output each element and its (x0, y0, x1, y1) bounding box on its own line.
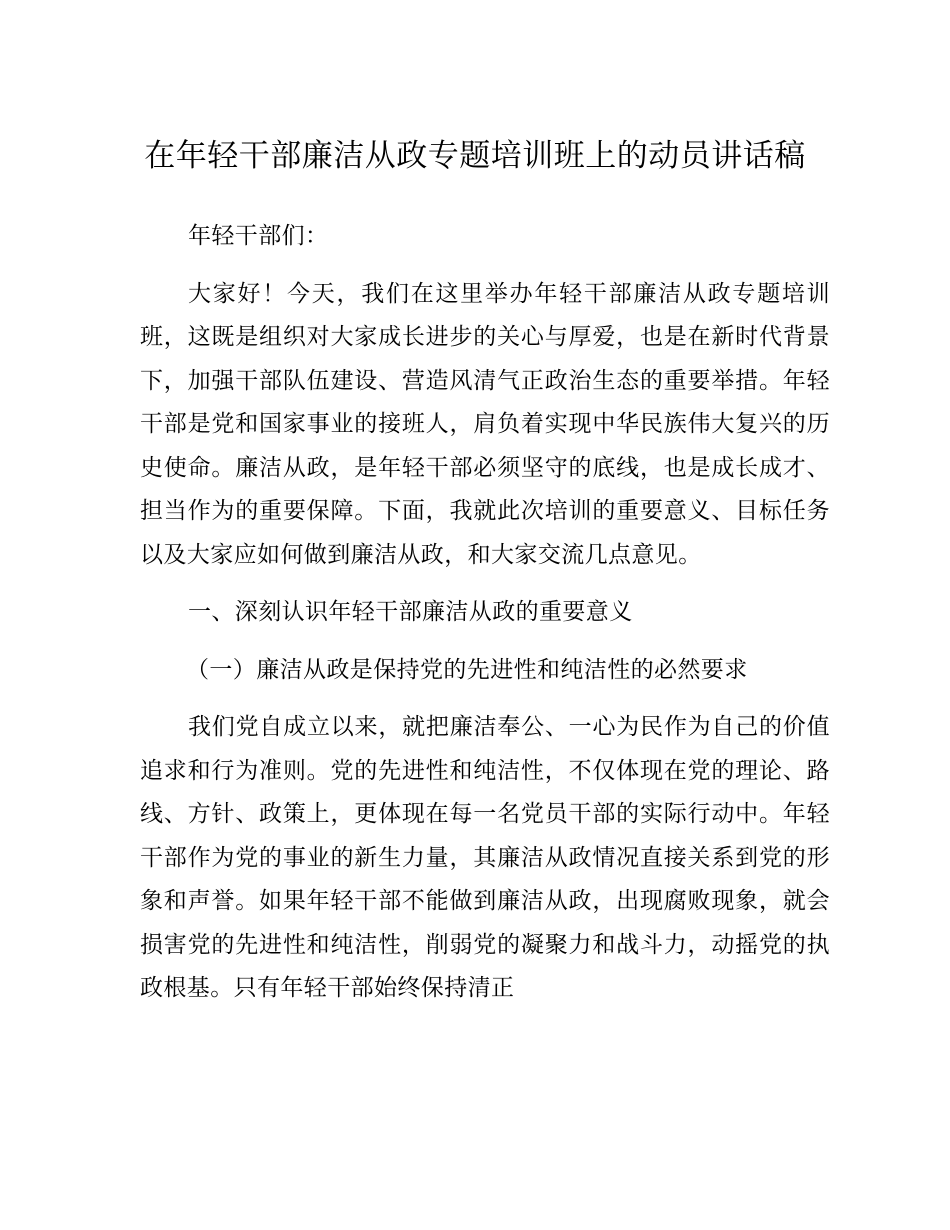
salutation: 年轻干部们： (188, 223, 329, 249)
body-paragraph: 我们党自成立以来，就把廉洁奉公、一心为民作为自己的价值追求和行为准则。党的先进性和纯洁性，不仅体现在党的理论、路线、方针、政策上，更体现在每一名党员干部的实际行动中。年轻干部作为党的事业的新生力量，其廉洁从政情况直接关系到党的形象和声誉。如果年轻干部不能做到廉洁从政，出现腐败现象，就会损害党的先进性和纯洁性，削弱党的凝聚力和战斗力，动摇党的执政根基。只有年轻干部始终保持清正 (140, 714, 830, 1001)
subsection-heading: （一）廉洁从政是保持党的先进性和纯洁性的必然要求 (186, 656, 748, 683)
document-title: 在年轻干部廉洁从政专题培训班上的动员讲话稿 (144, 137, 806, 174)
document-body (140, 215, 830, 1025)
section-heading: 一、深刻认识年轻干部廉洁从政的重要意义 (188, 599, 633, 625)
intro-paragraph: 大家好！今天，我们在这里举办年轻干部廉洁从政专题培训班，这既是组织对大家成长进步的关心与厚爱，也是在新时代背景下，加强干部队伍建设、营造风清气正政治生态的重要举措。年轻干部是党和国家事业的接班人，肩负着实现中华民族伟大复兴的历史使命。廉洁从政，是年轻干部必须坚守的底线，也是成长成才、担当作为的重要保障。下面，我就此次培训的重要意义、目标任务以及大家应如何做到廉洁从政，和大家交流几点意见。 (140, 280, 830, 568)
